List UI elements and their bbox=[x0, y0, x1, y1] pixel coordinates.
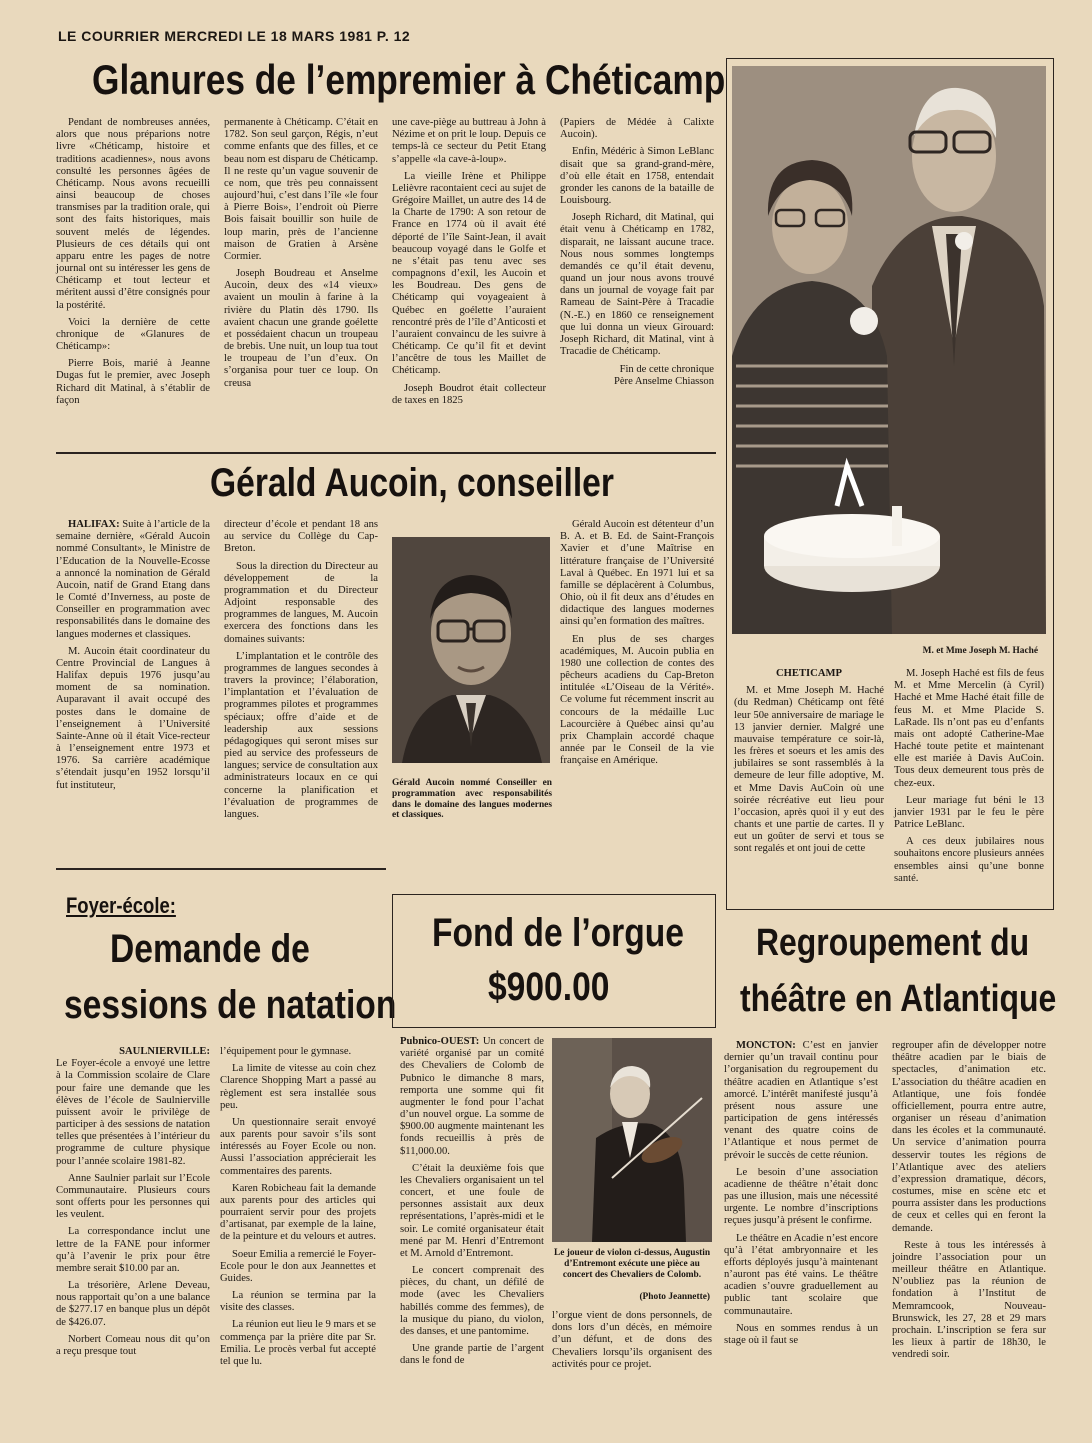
article2-col2 bbox=[224, 519, 378, 826]
paragraph: C’était la deuxième fois que les Chevaliers organisaient un tel concert, et une foule de personnes assistait aux deux représentations, l’après-midi et le soir. Le comité organisateur était mené par M. Henri d’Entremont et M. Arnold d’Entremont. bbox=[400, 1162, 544, 1259]
paragraph: Le Foyer-école a envoyé une lettre à la Commission scolaire de Clare pour faire une demande que les élèves de l’école de Saulnierville puissent avoir le privilège de participer à des sessions de natation telles que présentées à l’intérieur du programme de culture physique pour l’année scolaire 1981-82. bbox=[56, 1058, 210, 1167]
article4-headline-line2: sessions de natation bbox=[64, 983, 397, 1027]
article5-dateline: Pubnico-OUEST: bbox=[400, 1036, 480, 1047]
paragraph: Anne Saulnier parlait sur l’Ecole Communautaire. Plusieurs cours sont offerts pour les personnes qui les veulent. bbox=[56, 1172, 210, 1221]
divider bbox=[56, 452, 716, 454]
paragraph: La vieille Irène et Philippe Lelièvre racontaient ceci au sujet de Grégoire Maillet, un autre des 14 de la Charte de 1790: A son retour de France en 1774 où il avait été déporté de l’île Saint-Jean, il avait beaucoup voyagé dans le Golfe et ne s’était pas tenu avec ses compagnons d’exil, les Aucoin et les Boudreau. Des gens de Chéticamp qui voyageaient à Québec en goélette l’auraient rencontré près de l’île d’Anticosti et l’auraient convaincu de les suivre à Chéticamp. Ce qu’il fit et devint l’ancêtre de tous les Maillet de Chéticamp. bbox=[392, 170, 546, 377]
paragraph: regrouper afin de développer notre théâtre acadien par le biais de spectacles, d’animation etc. L’association du théâtre acadien en Atlantique, une fois fondée officiellement, pourra entre autre, organiser un réseau d’animation dans les écoles et la communauté. Un service d’animation pourra desservir toutes les régions de l’Atlantique avec des ateliers d’expression dramatique, décors, costumes, mise en scène etc et pourra assister dans les productions de ceux et celles qui en feront la demande. bbox=[892, 1040, 1046, 1234]
violinist-photo bbox=[552, 1038, 712, 1242]
article1-headline: Glanures de l’empremier à Chéticamp bbox=[92, 56, 726, 103]
paragraph: Norbert Comeau nous dit qu’on a reçu presque tout bbox=[56, 1333, 210, 1357]
paragraph: Gérald Aucoin est détenteur d’un B. A. et B. Ed. de Saint-François Xavier et d’une Maîtrise en littérature française de l’Université Laval à Québec. En 1971 lui et sa famille se déplacèrent à Columbus, Ohio, où il fit deux ans d’études en didactique des langues modernes ainsi qu’en formation des maîtres. bbox=[560, 519, 714, 628]
paragraph: Nous en sommes rendus à un stage où il faut se bbox=[724, 1322, 878, 1346]
article2-headline: Gérald Aucoin, conseiller bbox=[210, 461, 614, 505]
paragraph: Le besoin d’une association acadienne de théâtre n’était donc pas une illusion, mais une nécessité urgente. Le nombre d’inscriptions reçues jusqu’à présent le confirme. bbox=[724, 1166, 878, 1227]
paragraph: L’implantation et le contrôle des programmes de langues secondes à travers la province; l’élaboration, l’implantation et l’évaluation de programmes pilotes et programmes spéciaux; offre d’aide et de leadership aux sessions pédagogiques qui seront mises sur pied au service des professeurs de langues; service de consultation aux administrateurs locaux en ce qui concerne la planification et l’évaluation de programmes de langues. bbox=[224, 650, 378, 820]
paragraph: M. et Mme Joseph M. Haché (du Redman) Chéticamp ont fêté leur 50e anniversaire de mariage le 13 janvier dernier. Malgré une mauvaise température ce soir-là, les frères et soeurs et les amis des jubilaires se sont rassemblés à la demeure de leur fille adoptive, M. et Mme Davis AuCoin où une soirée récréative eut lieu pour l’occasion, après quoi il y eut des chants et une partie de cartes. Il y eut un goûter de servi et tous se sont regalés et ont joui de cette bbox=[734, 685, 884, 855]
paragraph: une cave-piège au buttreau à John à Nézime et on prit le loup. Depuis ce temps-là ce secteur du Petit Etang s’appelle «la cave-à-loup». bbox=[392, 117, 546, 165]
article5-headline-line1: Fond de l’orgue bbox=[432, 911, 684, 955]
article4-col2 bbox=[220, 1046, 376, 1373]
paragraph: La correspondance inclut une lettre de la FANE pour informer qu’à l’avenir le prix pour être membre serait $10.00 par an. bbox=[56, 1226, 210, 1274]
article3-col2 bbox=[894, 668, 1044, 890]
article2-col1 bbox=[56, 519, 210, 797]
paragraph: Le théâtre en Acadie n’est encore qu’à l’état ambryonnaire et les efforts déployés jusqu’à maintenant n’auront pas été vains. Le théâtre acadien s’ouvre graduellement au public tant scolaire que communautaire. bbox=[724, 1232, 878, 1317]
paragraph: Une grande partie de l’argent dans le fond de bbox=[400, 1343, 544, 1367]
paragraph: Soeur Emilia a remercié le Foyer-Ecole pour le don aux Jeannettes et Guides. bbox=[220, 1248, 376, 1284]
article1-col1 bbox=[56, 117, 210, 412]
article1-signature-line2: Père Anselme Chiasson bbox=[613, 376, 714, 388]
article4-col1 bbox=[56, 1046, 210, 1363]
paragraph: Joseph Boudreau et Anselme Aucoin, deux des «14 vieux» avaient un moulin à farine à la rivière du Platin dès 1790. Ils avaient chacun une grande goélette et possédaient chacun un troupeau de brebis. Une nuit, un loup tua tout le troupeau de l’un d’eux. On s’organisa pour tuer ce loup. On creusa bbox=[224, 268, 378, 389]
article1-col2 bbox=[224, 117, 378, 395]
article5-col1 bbox=[400, 1036, 544, 1372]
paragraph: Voici la dernière de cette chronique de «Glanures de Chéticamp»: bbox=[56, 316, 210, 353]
paragraph: Un concert de variété organisé par un comité des Chevaliers de Colomb de Pubnico le dimanche 8 mars, remporta une somme qui fit augmenter le fond pour l’achat d’un nouvel orgue. La somme de $900.00 augmente maintenant les fonds recueillis à près de $11,000.00. bbox=[400, 1036, 544, 1157]
paragraph: Suite à l’article de la semaine dernière, «Gérald Aucoin nommé Consultant», le Ministre de l’Education de la Nouvelle-Ecosse a annoncé la nomination de Gérald Aucoin, natif de Grand Etang dans le Comté d’Inverness, au poste de Conseiller en programmation avec responsabilités dans le domaine des langues modernes et classiques. bbox=[56, 519, 210, 640]
paragraph: (Papiers de Médée à Calixte Aucoin). bbox=[560, 117, 714, 141]
paragraph: Un questionnaire serait envoyé aux parents pour savoir s’ils sont intéressés au Foyer Ecole ou non. Aussi l’association apprécierait les commentaires des parents. bbox=[220, 1116, 376, 1177]
violinist-photo-caption: Le joueur de violon ci-dessus, Augustin d’Entremont exécute une pièce au concert des Chevaliers de Colomb. bbox=[553, 1248, 711, 1280]
article4-headline-line1: Demande de bbox=[110, 927, 310, 971]
article5-headline-line2: $900.00 bbox=[488, 965, 610, 1009]
paragraph: Leur mariage fut béni le 13 janvier 1931 par le feu le père Patrice LeBlanc. bbox=[894, 794, 1044, 831]
article1-signature-line1: Fin de cette chronique bbox=[619, 364, 714, 376]
paragraph: Karen Robicheau fait la demande aux parents pour des articles qui pourraient servir pour des projets d’artisanat, par exemple de la laine, de la peinture et du velours et autres. bbox=[220, 1182, 376, 1243]
paragraph: Le concert comprenait des pièces, du chant, un défilé de mode (avec les Chevaliers habillés comme des femmes), de la musique du piano, du violon, des danses, et une pantomime. bbox=[400, 1265, 544, 1337]
paragraph: M. Aucoin était coordinateur du Centre Provincial de Langues à Halifax depuis 1976 jusqu’au moment de sa nomination. Auparavant il avait occupé des postes dans le domaine de l’enseignement à l’Université Sainte-Anne où il était Vice-recteur à l’enseignement entre 1973 et 1976. Sa carrière académique s’étendait jusqu’en 1952 lorsqu’il fut instituteur, bbox=[56, 645, 210, 791]
article6-headline-line1: Regroupement du bbox=[756, 922, 1030, 964]
paragraph: Joseph Richard, dit Matinal, qui était venu à Chéticamp en 1782, disparait, ne laissant aucune trace. Nous nous sommes longtemps demandés ce qu’il était devenu, quand un jour nous avons trouvé dans un journal de voyage fait par Rameau de Saint-Père à Tracadie (N.-E.) en 1860 ce renseignement que lui donna un vieux Girouard: Joseph Richard, dit Matinal, vint à Tracadie de Chéticamp. bbox=[560, 212, 714, 358]
paragraph: Sous la direction du Directeur au développement de la programmation et du Directeur Adjoint responsable des programmes de langues, M. Aucoin exercera des fonctions dans les domaines suivants: bbox=[224, 560, 378, 645]
article6-col2 bbox=[892, 1040, 1046, 1366]
article2-col4 bbox=[560, 519, 714, 772]
paragraph: C’est en janvier dernier qu’un travail continu pour l’organisation du regroupement du théâtre acadien en Atlantique s’est amorcé. L’intérêt manifesté jusqu’à présent nous assure une participation de gens intéressés venant des quatre coins de l’Atlantique et nous permet de prévoir le succès de cette réunion. bbox=[724, 1040, 878, 1161]
paragraph: La limite de vitesse au coin chez Clarence Shopping Mart a passé au règlement est sera installée sous peu. bbox=[220, 1063, 376, 1111]
article1-col3 bbox=[392, 117, 546, 412]
article4-kicker: Foyer-école: bbox=[66, 893, 176, 918]
article3-col1 bbox=[734, 668, 884, 861]
paragraph: M. Joseph Haché est fils de feus M. et Mme Mercelin (à Cyril) Haché et Mme Haché était fille de feus M. et Mme Placide S. LaRade. Ils n’ont pas eu d’enfants mais ont adopté Catherine-Mae Haché toute petite et maintenant elle est mariée à Davis AuCoin. Tous deux demeurent tous près de chez-eux. bbox=[894, 668, 1044, 789]
article2-dateline: HALIFAX: bbox=[68, 519, 120, 530]
paragraph: l’équipement pour le gymnase. bbox=[220, 1046, 352, 1057]
masthead: LE COURRIER MERCREDI LE 18 MARS 1981 P. 12 bbox=[58, 28, 411, 44]
violinist-photo-credit: (Photo Jeannette) bbox=[639, 1292, 710, 1302]
paragraph: En plus de ses charges académiques, M. Aucoin publia en 1980 une collection de contes des pêcheurs acadiens du Cap-Breton intitulée «L’Oiseau de la Vérité». Ce volume fut récemment inscrit au concours de la médaille Luc Lacourcière à Québec ainsi qu’au prix Champlain accordé chaque année par le Conseil de la vie française en Amérique. bbox=[560, 633, 714, 767]
paragraph: Joseph Boudrot était collecteur de taxes en 1825 bbox=[392, 382, 546, 406]
paragraph: directeur d’école et pendant 18 ans au service du Collège du Cap-Breton. bbox=[224, 519, 378, 555]
hache-photo-caption: M. et Mme Joseph M. Haché bbox=[922, 646, 1038, 656]
paragraph: Pendant de nombreuses années, alors que nous préparions notre livre «Chéticamp, histoire et traditions acadiennes», nous avons consulté les personnes âgées de Chéticamp. Nous avons recueilli ainsi beaucoup de choses transmises par la tradition orale, qui sont des faits historiques, mais souvent melés de légendes. Plusieurs de ces détails qui ont apparu entre les pages de notre journal ont su intéresser les gens de Chéticamp et tout lecteur et méritent aussi d’être consignés pour la postérité. bbox=[56, 117, 210, 311]
paragraph: La réunion se termina par la visite des classes. bbox=[220, 1290, 376, 1314]
article6-headline-line2: théâtre en Atlantique bbox=[740, 978, 1057, 1020]
article6-col1 bbox=[724, 1040, 878, 1352]
paragraph: l’orgue vient de dons personnels, de dons lors d’un décès, en mémoire d’un défunt, et de dons des Chevaliers lorsqu’ils organisent des activités pour ce projet. bbox=[552, 1310, 712, 1370]
article3-dateline: CHETICAMP bbox=[776, 668, 842, 679]
hache-couple-photo bbox=[732, 66, 1046, 634]
article6-dateline: MONCTON: bbox=[736, 1040, 796, 1051]
paragraph: La trésorière, Arlene Deveau, nous rapportait qu’on a une balance de $277.17 en banque plus un dépôt de $426.07. bbox=[56, 1280, 210, 1328]
gerald-aucoin-photo bbox=[392, 537, 550, 763]
gerald-aucoin-photo-caption: Gérald Aucoin nommé Conseiller en programmation avec responsabilités dans le domaine des langues modernes et classiques. bbox=[392, 778, 552, 821]
paragraph: La réunion eut lieu le 9 mars et se commença par la prière dite par Sr. Emilia. Le procès verbal fut accepté tel que lu. bbox=[220, 1319, 376, 1367]
paragraph: A ces deux jubilaires nous souhaitons encore plusieurs années ensembles ainsi qu’une bonne santé. bbox=[894, 836, 1044, 884]
divider bbox=[56, 868, 386, 870]
paragraph: Reste à tous les intéressés à joindre l’association pour un meilleur théâtre en Atlantique. N’oubliez pas la réunion de fondation à l’Institut de Memramcook, Nouveau-Brunswick, les 27, 28 et 29 mars prochain. L’inscription se fera sur les lieux à partir de 18h30, le vendredi soir. bbox=[892, 1239, 1046, 1361]
article1-col4 bbox=[560, 117, 714, 394]
paragraph: Enfin, Médéric à Simon LeBlanc disait que sa grand-grand-mère, d’où elle était en 1758, entendait gronder les canons de la bataille de Louisbourg. bbox=[560, 146, 714, 207]
paragraph: permanente à Chéticamp. C’était en 1782. Son seul garçon, Régis, n’eut comme enfants que des filles, et ce beau nom est disparu de Chéticamp. Il ne reste qu’un vague souvenir de ce nom, que très peu connaissent aujourd’hui, c’est dans l’île «le four à Pierre Bois», l’endroit où Pierre Bois faisait bouillir son huile de loup marin, près de l’ancienne maison de Gratien à Arsène Cormier. bbox=[224, 117, 378, 262]
paragraph: Pierre Bois, marié à Jeanne Dugas fut le premier, avec Joseph Richard dit Matinal, à s’établir de façon bbox=[56, 358, 210, 406]
article4-dateline: SAULNIERVILLE: bbox=[119, 1046, 210, 1057]
article5-col2 bbox=[552, 1310, 712, 1376]
